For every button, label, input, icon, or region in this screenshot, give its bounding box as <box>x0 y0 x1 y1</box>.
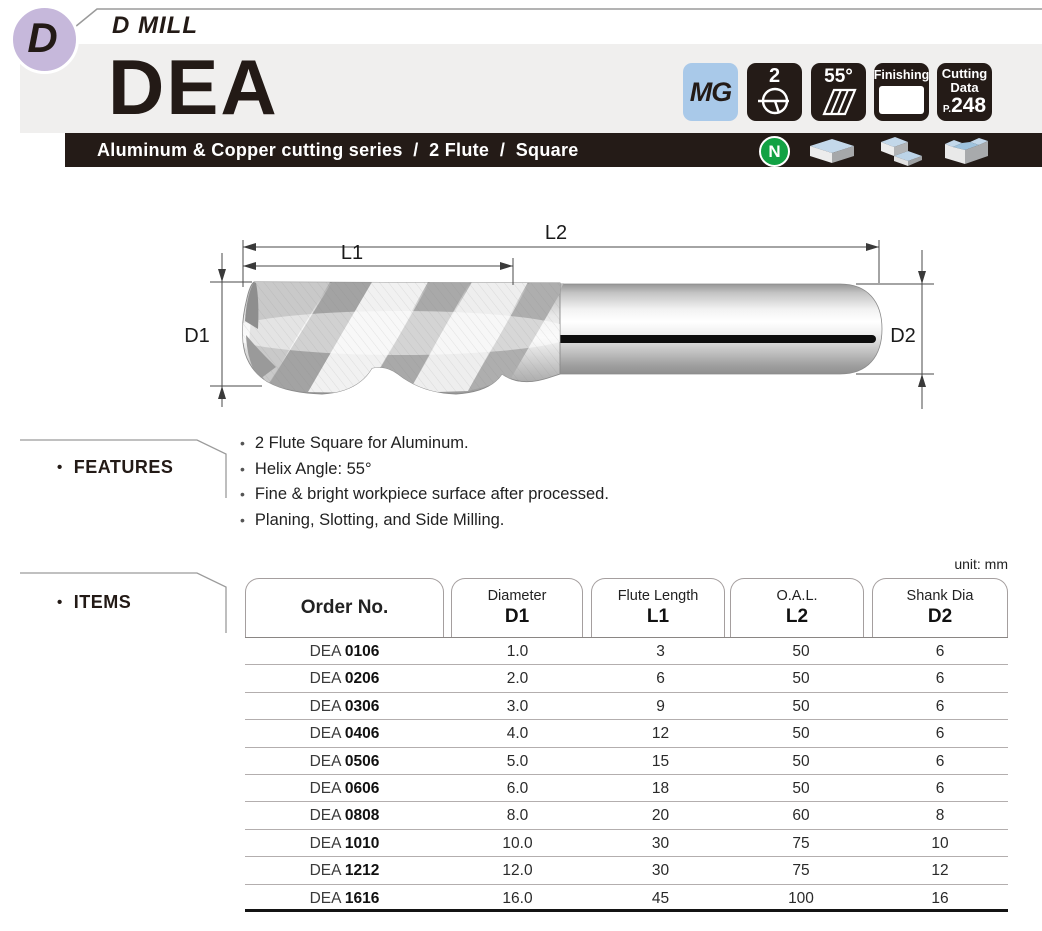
flute-cross-section-icon <box>755 86 795 118</box>
dim-l1-label: L1 <box>340 242 364 264</box>
cutting-data-page <box>943 95 986 121</box>
shank-dia-cell: 6 <box>935 752 945 770</box>
order-no-cell <box>245 857 444 884</box>
finishing-panel <box>879 86 924 114</box>
order-code: 0106 <box>344 643 380 660</box>
table-row <box>245 885 1008 912</box>
feature-bullet <box>240 433 800 453</box>
col-title: Diameter <box>487 588 547 604</box>
flute-render <box>225 279 575 399</box>
order-prefix: DEA <box>309 862 345 880</box>
oal-cell: 100 <box>788 889 814 907</box>
items-table-body <box>245 638 1008 912</box>
flute-count-badge <box>747 63 802 121</box>
flute-length-cell: 15 <box>651 752 670 770</box>
table-row <box>245 720 1008 747</box>
col-sub: L2 <box>785 606 809 627</box>
flute-count: 2 <box>768 65 781 87</box>
helix-angle-badge <box>811 63 866 121</box>
cutting-word: Cutting <box>941 66 988 81</box>
data-word: Data <box>950 80 979 95</box>
banner-text: Aluminum & Copper cutting series / 2 Flute / Square <box>97 140 579 160</box>
col-title: Flute Length <box>617 588 699 604</box>
table-row <box>245 665 1008 692</box>
order-prefix: DEA <box>309 779 345 797</box>
diameter-cell: 5.0 <box>506 752 529 770</box>
order-code: 1010 <box>344 834 380 852</box>
dim-l2-label: L2 <box>544 222 568 244</box>
dimension-drawing <box>0 195 1042 430</box>
col-sub: D1 <box>504 606 530 627</box>
bullet-dot: • <box>240 435 245 451</box>
order-prefix: DEA <box>309 834 345 852</box>
order-code: 1212 <box>344 862 380 880</box>
flute-length-cell: 45 <box>651 889 670 907</box>
order-no-cell <box>245 665 444 692</box>
order-no-cell <box>245 802 444 829</box>
flute-length-cell: 20 <box>651 807 670 825</box>
table-row <box>245 802 1008 829</box>
flute-length-cell: 3 <box>656 643 665 660</box>
shank-render <box>516 283 882 374</box>
material-badge <box>683 63 738 121</box>
shank-dia-cell: 8 <box>935 807 945 825</box>
order-prefix: DEA <box>309 697 345 715</box>
features-list <box>240 433 800 535</box>
helix-icon <box>818 87 860 117</box>
shank-dia-cell: 16 <box>931 889 949 907</box>
page-prefix: P. <box>942 104 952 115</box>
oal-cell: 50 <box>792 779 810 797</box>
col-header-order-no <box>245 578 444 637</box>
order-code: 0808 <box>344 807 380 825</box>
table-row <box>245 830 1008 857</box>
order-code: 1616 <box>344 889 380 907</box>
order-no-cell <box>245 693 444 720</box>
diameter-cell: 2.0 <box>506 670 529 688</box>
unit-note: unit: mm <box>954 556 1008 572</box>
application-icons <box>805 133 1040 167</box>
col-title: Shank Dia <box>906 588 974 604</box>
order-no-cell <box>245 830 444 857</box>
order-prefix: DEA <box>309 670 345 688</box>
bullet-dot: • <box>240 460 245 477</box>
table-row <box>245 748 1008 775</box>
flute-length-cell: 9 <box>656 697 665 715</box>
slotting-icon <box>945 138 988 164</box>
oal-cell: 60 <box>792 807 810 825</box>
order-prefix: DEA <box>309 889 345 907</box>
diameter-cell: 8.0 <box>506 807 529 825</box>
items-table <box>245 578 1008 912</box>
bullet-dot: • <box>57 459 63 476</box>
order-no-cell <box>245 720 444 747</box>
material-label: MG <box>689 76 732 107</box>
col-sub: D2 <box>927 606 953 627</box>
order-no-cell <box>245 885 444 912</box>
table-row <box>245 775 1008 802</box>
order-prefix: DEA <box>309 725 345 743</box>
model-title: DEA <box>108 43 279 131</box>
planing-icon <box>810 139 854 163</box>
diameter-cell: 1.0 <box>506 643 529 660</box>
diameter-cell: 3.0 <box>506 697 529 715</box>
bullet-dot: • <box>240 511 245 528</box>
col-title: Order No. <box>300 597 389 618</box>
oal-cell: 50 <box>792 643 810 660</box>
feature-text: Planing, Slotting, and Side Milling. <box>254 510 505 529</box>
diameter-cell: 16.0 <box>502 889 533 907</box>
oal-cell: 50 <box>792 725 810 743</box>
shank-dia-cell: 6 <box>935 670 945 688</box>
col-header-flute-length <box>591 578 725 637</box>
cutting-data-badge[interactable] <box>937 63 992 121</box>
table-row <box>245 857 1008 884</box>
order-code: 0406 <box>344 725 380 743</box>
flute-length-cell: 30 <box>651 862 670 880</box>
bullet-dot: • <box>57 594 63 611</box>
feature-text: Helix Angle: 55° <box>254 459 372 478</box>
feature-text: 2 Flute Square for Aluminum. <box>254 434 469 452</box>
col-header-diameter <box>451 578 583 637</box>
order-prefix: DEA <box>309 807 345 825</box>
diameter-cell: 4.0 <box>506 725 529 743</box>
oal-cell: 75 <box>792 862 810 880</box>
feature-bullet <box>240 459 800 479</box>
side-milling-icon <box>881 137 922 166</box>
order-no-cell <box>245 775 444 802</box>
flute-length-cell: 30 <box>651 834 670 852</box>
col-sub: L1 <box>646 606 670 627</box>
flute-length-cell: 12 <box>651 725 670 743</box>
feature-text: Fine & bright workpiece surface after processed. <box>254 485 609 503</box>
order-prefix: DEA <box>309 643 345 660</box>
helix-angle: 55° <box>824 66 853 87</box>
oal-cell: 50 <box>792 670 810 688</box>
oal-cell: 75 <box>792 834 810 852</box>
oal-cell: 50 <box>792 752 810 770</box>
series-letter-badge <box>10 5 79 74</box>
series-banner <box>65 133 1042 167</box>
shank-dia-cell: 12 <box>931 862 949 880</box>
flute-length-cell: 18 <box>651 779 670 797</box>
col-header-shank-dia <box>872 578 1008 637</box>
shank-dia-cell: 6 <box>935 725 945 743</box>
oal-cell: 50 <box>792 697 810 715</box>
order-code: 0306 <box>344 697 380 715</box>
shank-dia-cell: 10 <box>931 834 949 852</box>
shank-dia-cell: 6 <box>935 779 945 797</box>
features-label <box>57 457 173 478</box>
order-code: 0606 <box>344 779 380 797</box>
col-title: O.A.L. <box>776 588 818 604</box>
coating-badge <box>759 136 790 167</box>
shank-dia-cell: 6 <box>935 697 945 715</box>
diameter-cell: 10.0 <box>502 834 533 852</box>
items-title: ITEMS <box>73 592 132 612</box>
page-number: 248 <box>951 94 987 117</box>
order-prefix: DEA <box>309 752 345 770</box>
feature-bullet <box>240 510 800 530</box>
table-header <box>245 578 1008 638</box>
order-code: 0506 <box>344 752 380 770</box>
series-name: D MILL <box>112 12 198 39</box>
col-header-oal <box>730 578 864 637</box>
feature-bullet <box>240 484 800 504</box>
shank-dia-cell: 6 <box>935 643 945 660</box>
finishing-badge <box>874 63 929 121</box>
coating-letter: N <box>768 141 781 161</box>
table-row <box>245 693 1008 720</box>
series-letter: D <box>27 13 58 61</box>
order-no-cell <box>245 638 444 665</box>
order-code: 0206 <box>344 670 380 688</box>
features-title: FEATURES <box>73 457 174 477</box>
table-row <box>245 638 1008 665</box>
finishing-label: Finishing <box>873 68 930 82</box>
bullet-dot: • <box>240 486 245 502</box>
diameter-cell: 6.0 <box>506 779 529 797</box>
diameter-cell: 12.0 <box>502 862 533 880</box>
order-no-cell <box>245 748 444 775</box>
dim-d2-label: D2 <box>890 325 916 347</box>
items-label <box>57 592 131 613</box>
dim-d1-label: D1 <box>184 325 210 347</box>
flute-length-cell: 6 <box>656 670 665 688</box>
